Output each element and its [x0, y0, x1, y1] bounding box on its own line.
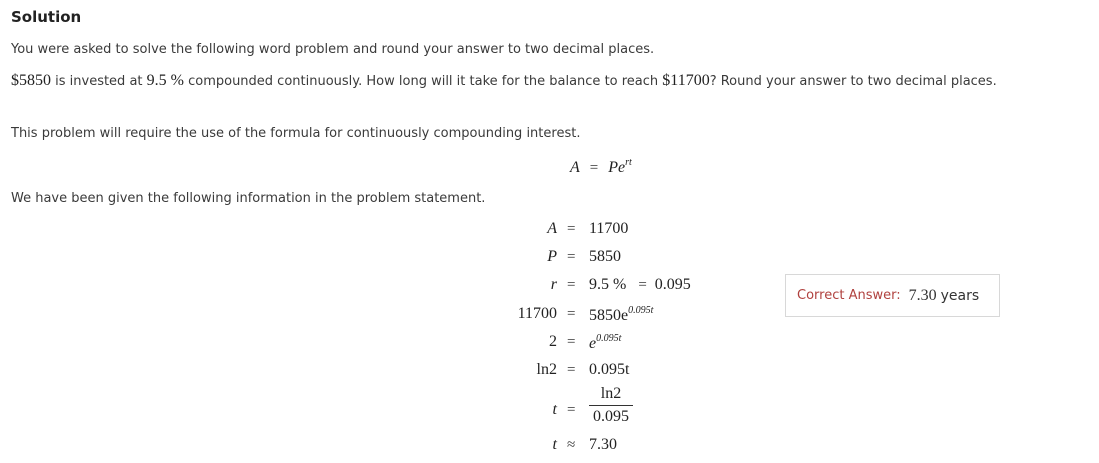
step-rhs: 7.30 — [589, 436, 617, 453]
correct-answer-box — [785, 274, 1000, 317]
correct-answer-label: Correct Answer: — [797, 288, 901, 303]
step-rhs: 5850 — [589, 248, 621, 265]
target-value: $11700 — [662, 72, 710, 89]
step-eq: ≈ — [567, 437, 576, 453]
step-rhs: 9.5 % = 0.095 — [589, 276, 691, 293]
step-rhs: 11700 — [589, 220, 629, 237]
formula-intro-text: This problem will require the use of the formula for continuously compounding interest. — [11, 126, 581, 141]
step-lhs: t — [552, 436, 557, 453]
fraction-numerator: ln2 — [600, 385, 622, 402]
step-lhs: P — [547, 248, 557, 265]
step-eq: = — [567, 402, 576, 418]
step-eq: = — [567, 306, 576, 322]
step-eq: = — [567, 334, 576, 350]
step-lhs: 11700 — [517, 305, 557, 322]
step-lhs: 2 — [549, 333, 557, 350]
given-intro-text: We have been given the following information in the problem statement. — [11, 191, 486, 206]
principal-value: $5850 — [11, 72, 51, 89]
fraction-denominator: 0.095 — [593, 408, 629, 425]
step-rhs: 0.095t — [589, 361, 630, 378]
step-rhs: $e^{0.095t}$ — [589, 333, 622, 352]
intro-text: You were asked to solve the following word problem and round your answer to two decimal places. — [11, 42, 655, 57]
step-lhs: r — [550, 276, 557, 293]
step-eq: = — [567, 249, 576, 265]
step-eq: = — [567, 221, 576, 237]
step-lhs: A — [547, 220, 557, 237]
formula: $A = Pe^{rt}$ — [570, 157, 632, 176]
step-lhs: t — [552, 401, 557, 418]
correct-answer-unit: years — [940, 287, 980, 304]
fraction — [589, 385, 633, 426]
fraction-bar — [589, 405, 633, 406]
step-lhs: ln2 — [536, 361, 557, 378]
problem-text: $5850 is invested at 9.5 % compounded continuously. How long will it take for the balance to reach $11700? Round your answer to two decimal places. — [11, 72, 997, 89]
solution-heading: Solution — [11, 8, 82, 26]
step-eq: = — [567, 362, 576, 378]
correct-answer-value: 7.30 — [908, 286, 937, 304]
step-eq: = — [567, 277, 576, 293]
step-rhs: $5850e^{0.095t}$ — [589, 305, 654, 324]
rate-value: 9.5 % — [146, 72, 184, 89]
